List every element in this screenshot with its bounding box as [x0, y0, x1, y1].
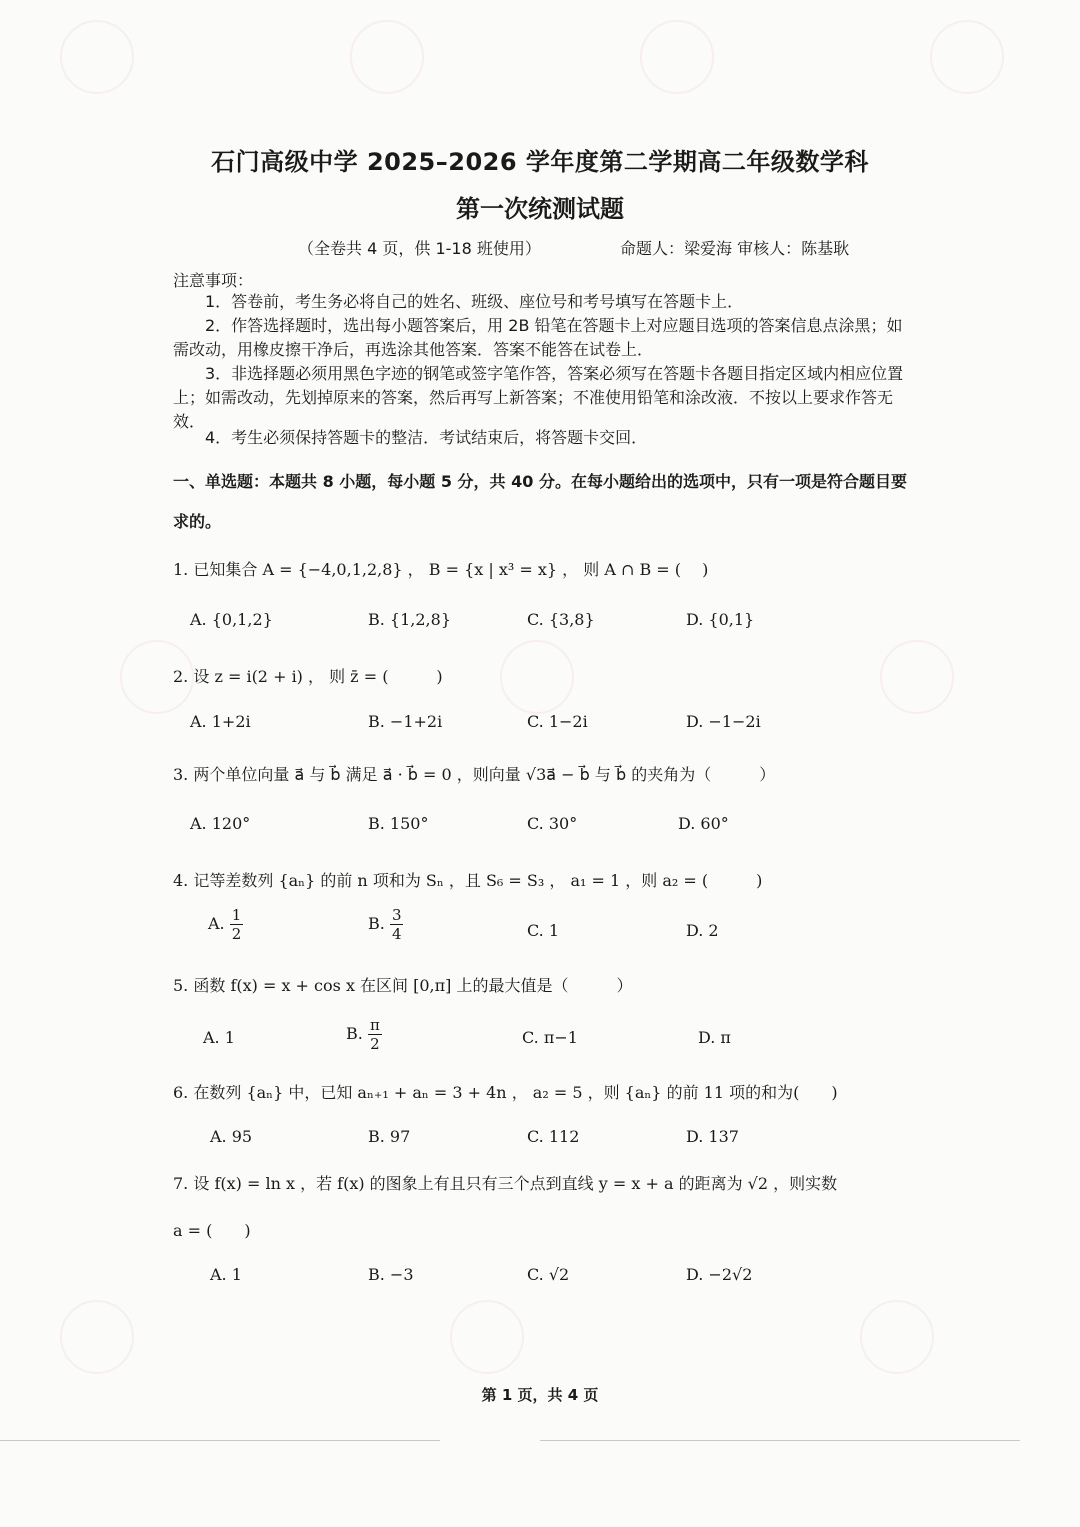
- question-7-stem-continued: a = ( ): [173, 1221, 251, 1240]
- question-4-option-b: [368, 906, 403, 943]
- watermark-seal: [640, 20, 714, 94]
- question-2-option-c: C. 1−2i: [527, 712, 588, 731]
- fraction: [368, 1016, 382, 1053]
- question-4-option-d: D. 2: [686, 921, 719, 940]
- notice-heading: 注意事项：: [173, 271, 254, 290]
- question-3-stem: 3. 两个单位向量 a⃗ 与 b⃗ 满足 a⃗ · b⃗ = 0 ，则向量 √3a⃗ − b⃗ 与 b⃗ 的夹角为（ ）: [173, 765, 776, 784]
- question-3-option-a: A. 120°: [190, 814, 251, 833]
- question-6-stem: 6. 在数列 {aₙ} 中，已知 aₙ₊₁ + aₙ = 3 + 4n ， a₂ = 5 ，则 {aₙ} 的前 11 项的和为( ): [173, 1083, 838, 1102]
- notice-item: 2．作答选择题时，选出每小题答案后，用 2B 铅笔在答题卡上对应题目选项的答案信息点涂黑；如需改动，用橡皮擦干净后，再选涂其他答案．答案不能答在试卷上．: [173, 316, 903, 359]
- exam-title: 石门高级中学 2025–2026 学年度第二学期高二年级数学科: [211, 148, 869, 176]
- exam-subtitle: 第一次统测试题: [456, 195, 624, 223]
- denominator: 2: [231, 925, 242, 943]
- question-7-option-c: C. √2: [527, 1265, 570, 1284]
- watermark-seal: [60, 1300, 134, 1374]
- question-4-option-c: C. 1: [527, 921, 560, 940]
- option-letter: B.: [346, 1024, 363, 1043]
- scan-edge-line: [0, 1440, 440, 1441]
- question-6-option-d: D. 137: [686, 1127, 739, 1146]
- question-6-option-b: B. 97: [368, 1127, 411, 1146]
- watermark-seal: [60, 20, 134, 94]
- numerator: π: [369, 1016, 380, 1034]
- question-3-option-b: B. 150°: [368, 814, 429, 833]
- question-5-option-c: C. π−1: [522, 1028, 578, 1047]
- denominator: 4: [391, 925, 402, 943]
- watermark-seal: [860, 1300, 934, 1374]
- fraction: [390, 906, 404, 943]
- question-3-option-c: C. 30°: [527, 814, 578, 833]
- question-4-option-a: [208, 906, 243, 943]
- notice-item: 1．答卷前，考生务必将自己的姓名、班级、座位号和考号填写在答题卡上．: [205, 292, 744, 311]
- question-5-option-b: [346, 1016, 382, 1053]
- question-1-stem: 1. 已知集合 A = {−4,0,1,2,8} ， B = {x | x³ = x} ， 则 A ∩ B = ( ): [173, 560, 709, 579]
- question-1-option-b: B. {1,2,8}: [368, 610, 451, 629]
- question-4-stem: 4. 记等差数列 {aₙ} 的前 n 项和为 Sₙ ，且 S₆ = S₃ ， a₁ = 1 ，则 a₂ = ( ): [173, 871, 763, 890]
- notice-item: 3．非选择题必须用黑色字迹的钢笔或签字笔作答，答案必须写在答题卡各题目指定区域内相应位置上；如需改动，先划掉原来的答案，然后再写上新答案；不准使用铅笔和涂改液．不按以上要求作答无效．: [173, 364, 904, 431]
- question-2-option-b: B. −1+2i: [368, 712, 443, 731]
- question-7-stem: 7. 设 f(x) = ln x ，若 f(x) 的图象上有且只有三个点到直线 y = x + a 的距离为 √2 ，则实数: [173, 1174, 838, 1193]
- numerator: 1: [231, 906, 242, 924]
- watermark-seal: [500, 640, 574, 714]
- question-5-stem: 5. 函数 f(x) = x + cos x 在区间 [0,π] 上的最大值是（ ）: [173, 976, 633, 995]
- watermark-seal: [930, 20, 1004, 94]
- question-1-option-c: C. {3,8}: [527, 610, 595, 629]
- question-3-option-d: D. 60°: [678, 814, 729, 833]
- author-reviewer-info: 命题人：梁爱海 审核人：陈基耿: [620, 239, 850, 258]
- page-footer: 第 1 页，共 4 页: [481, 1386, 599, 1404]
- option-letter: A.: [208, 914, 225, 933]
- watermark-seal: [880, 640, 954, 714]
- watermark-seal: [350, 20, 424, 94]
- option-letter: B.: [368, 914, 385, 933]
- question-7-option-b: B. −3: [368, 1265, 414, 1284]
- question-1-option-a: A. {0,1,2}: [190, 610, 273, 629]
- denominator: 2: [370, 1035, 380, 1053]
- question-2-option-a: A. 1+2i: [190, 712, 251, 731]
- question-2-option-d: D. −1−2i: [686, 712, 761, 731]
- question-5-option-a: A. 1: [203, 1028, 235, 1047]
- notice-item: 4．考生必须保持答题卡的整洁．考试结束后，将答题卡交回．: [205, 428, 648, 447]
- question-1-option-d: D. {0,1}: [686, 610, 755, 629]
- question-6-option-a: A. 95: [210, 1127, 253, 1146]
- question-2-stem: 2. 设 z = i(2 + i) ， 则 z̄ = ( ): [173, 667, 443, 686]
- question-5-option-d: D. π: [698, 1028, 731, 1047]
- question-7-option-a: A. 1: [210, 1265, 242, 1284]
- page-usage-info: （全卷共 4 页，供 1-18 班使用）: [298, 239, 541, 258]
- numerator: 3: [391, 906, 402, 924]
- scan-edge-line: [540, 1440, 1020, 1441]
- question-6-option-c: C. 112: [527, 1127, 580, 1146]
- section-heading: 一、单选题：本题共 8 小题，每小题 5 分，共 40 分。在每小题给出的选项中，只有一项是符合题目要求的。: [173, 472, 907, 531]
- fraction: [230, 906, 244, 943]
- question-7-option-d: D. −2√2: [686, 1265, 753, 1284]
- watermark-seal: [450, 1300, 524, 1374]
